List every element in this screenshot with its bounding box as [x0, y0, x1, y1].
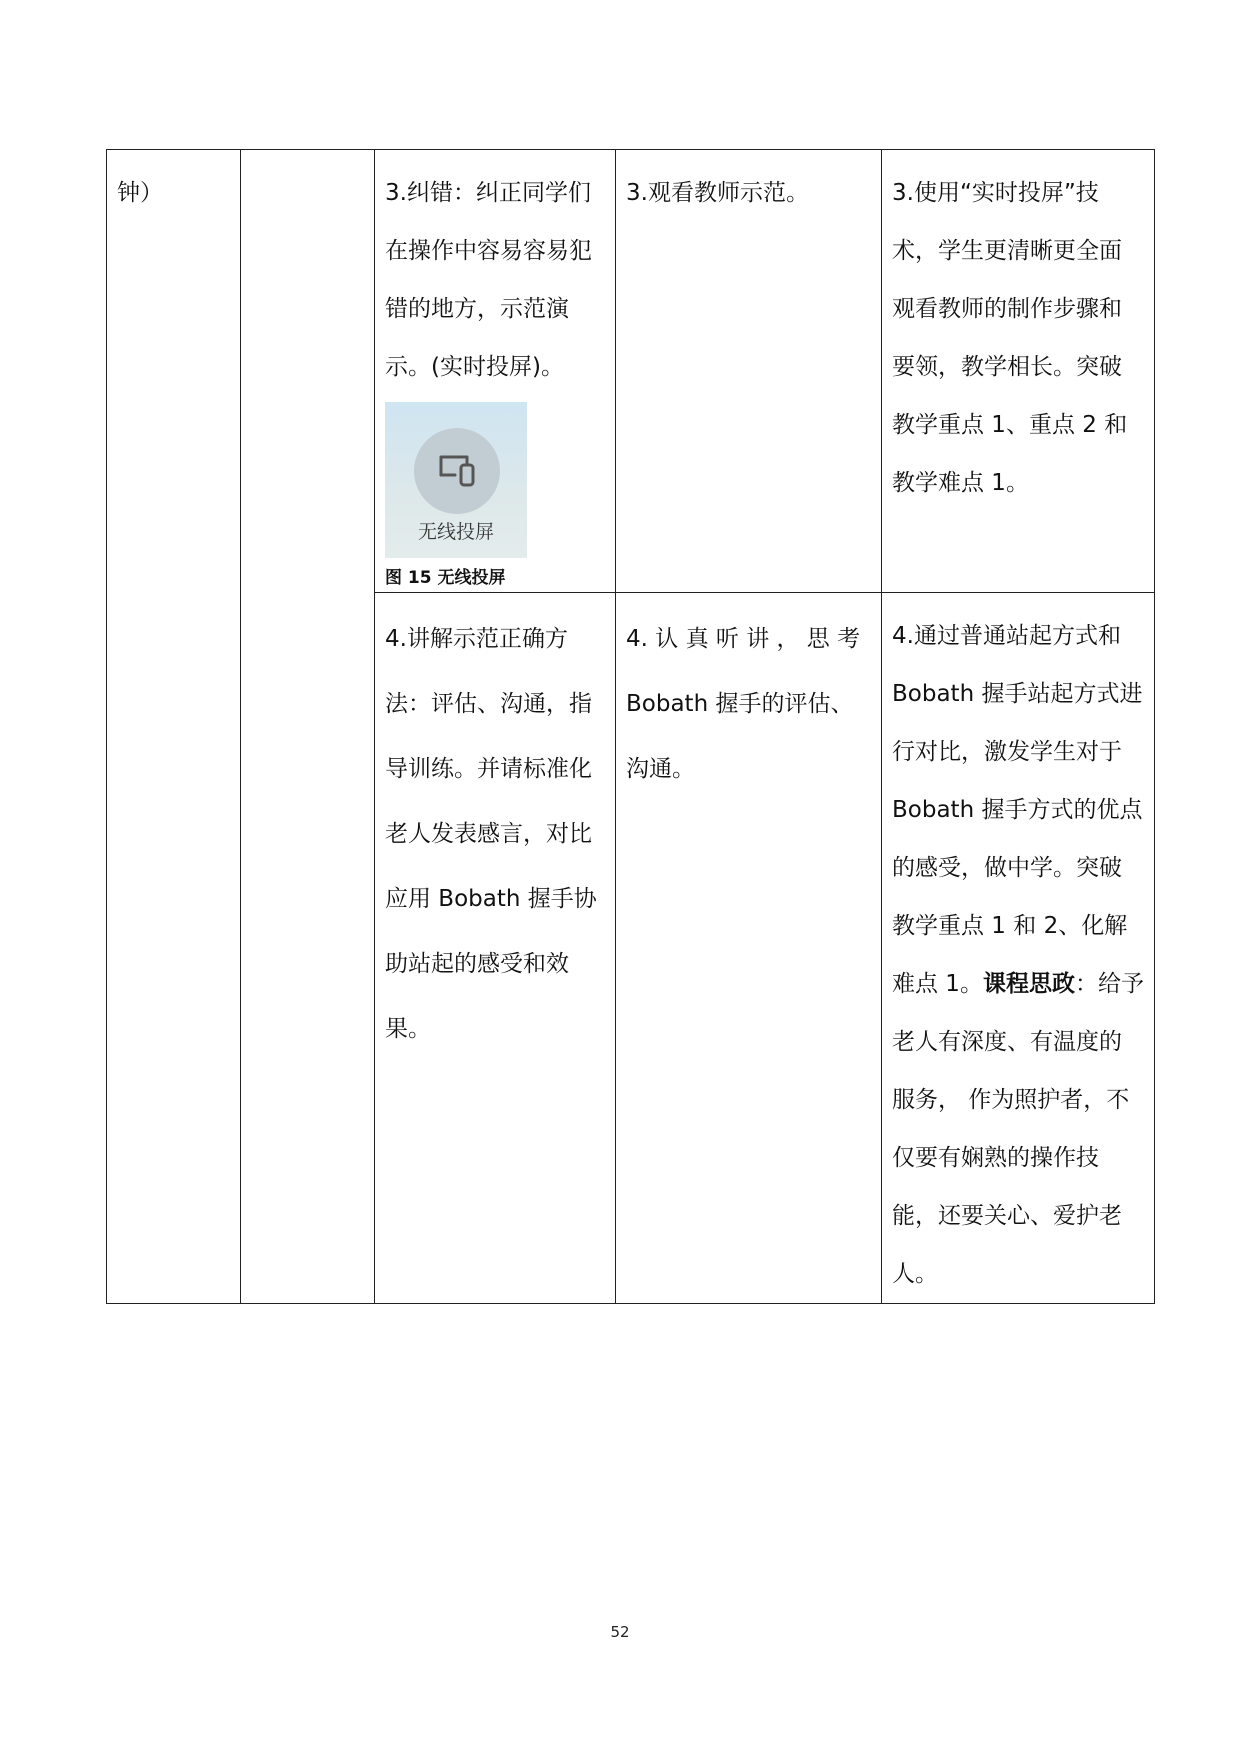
- design-intent-text: [892, 607, 1144, 1303]
- intent-text-part1: 4.通过普通站起方式和 Bobath 握手站起方式进行对比，激发学生对于 Bobath 握手方式的优点的感受，做中学。突破教学重点 1 和 2、化解难点 1。: [892, 623, 1143, 997]
- figure-caption: 图 15 无线投屏: [385, 568, 506, 588]
- student-activity-cell: [616, 593, 882, 1304]
- teacher-activity-text: 3.纠错：纠正同学们在操作中容易容易犯错的地方，示范演示。(实时投屏)。: [385, 180, 592, 380]
- student-activity-text: 3.观看教师示范。: [626, 180, 809, 206]
- student-activity-cell: [616, 150, 882, 593]
- lesson-plan-table: [106, 149, 1155, 1304]
- ideology-label: 课程思政: [982, 971, 1075, 997]
- teacher-activity-cell: [375, 150, 616, 593]
- design-intent-text: 3.使用“实时投屏”技术，学生更清晰更全面观看教师的制作步骤和要领，教学相长。突破教学重点 1、重点 2 和教学难点 1。: [892, 180, 1128, 496]
- page-number: 52: [610, 1623, 630, 1641]
- wireless-projection-image: [385, 402, 527, 558]
- teacher-activity-text: 4.讲解示范正确方法：评估、沟通，指导训练。并请标准化老人发表感言，对比应用 Bobath 握手协助站起的感受和效果。: [385, 626, 597, 1042]
- stage-cell: [241, 150, 375, 1304]
- time-text: 钟）: [117, 180, 163, 206]
- teacher-activity-cell: [375, 593, 616, 1304]
- time-cell: [107, 150, 241, 1304]
- design-intent-cell: [882, 593, 1155, 1304]
- intent-text-part2: ：给予老人有深度、有温度的服务， 作为照护者，不仅要有娴熟的操作技能，还要关心、爱护老人。: [892, 971, 1144, 1287]
- design-intent-cell: [882, 150, 1155, 593]
- student-activity-text: 4. 认 真 听 讲 ， 思 考 Bobath 握手的评估、沟通。: [626, 626, 861, 782]
- figure-label: 无线投屏: [417, 521, 494, 543]
- screen-cast-icon: [414, 428, 500, 514]
- table-row: [107, 150, 1155, 593]
